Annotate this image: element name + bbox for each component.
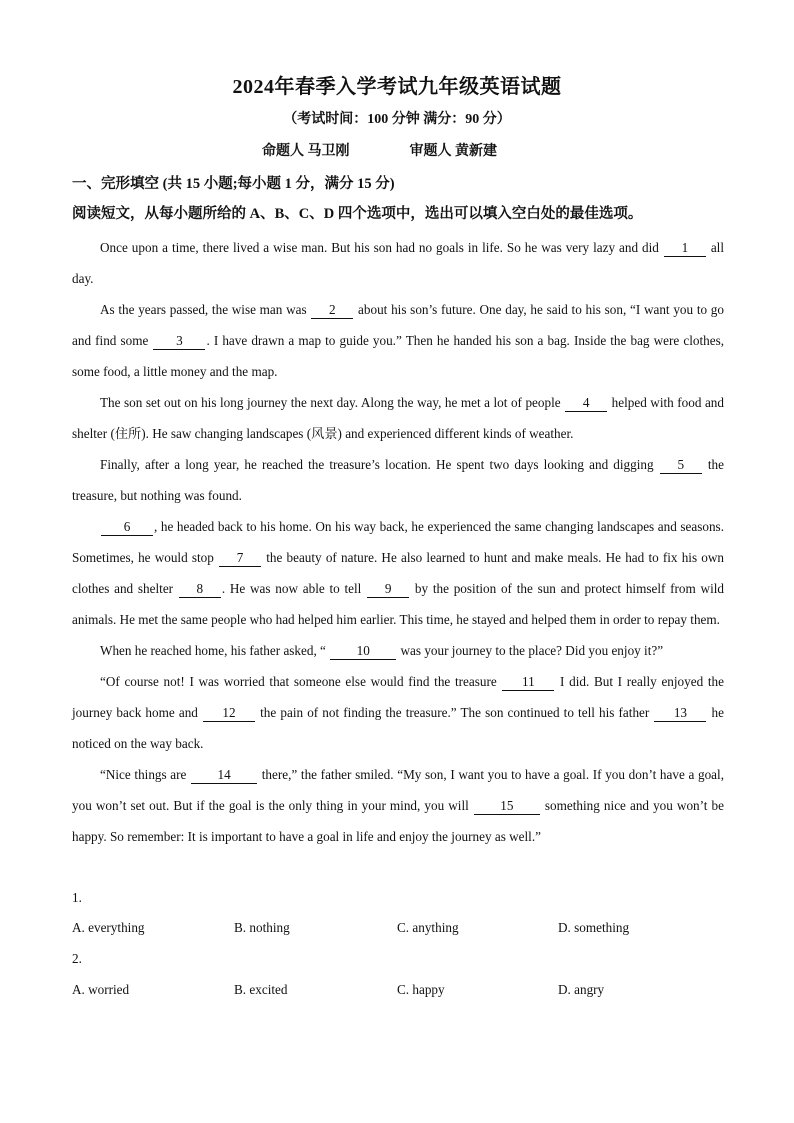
passage bbox=[72, 232, 724, 852]
section-instruction: 阅读短文，从每小题所给的 A、B、C、D 四个选项中，选出可以填入空白处的最佳选项。 bbox=[72, 206, 643, 222]
blank-15: 15 bbox=[474, 798, 540, 815]
paragraph: Finally, after a long year, he reached the treasure’s location. He spent two days looking and digging 5 the treasure, but nothing was found. bbox=[72, 457, 724, 503]
option-b[interactable]: B. nothing bbox=[234, 920, 290, 935]
paragraph: The son set out on his long journey the next day. Along the way, he met a lot of people 4 helped with food and shelter (住所). He saw changing landscapes (风景) and experienced different kinds of weather. bbox=[72, 395, 724, 441]
blank-12: 12 bbox=[203, 705, 255, 722]
blank-7: 7 bbox=[219, 550, 261, 567]
blank-3: 3 bbox=[153, 333, 205, 350]
paragraph: When he reached home, his father asked, “ 10 was your journey to the place? Did you enjoy it?” bbox=[100, 643, 664, 658]
option-c[interactable]: C. happy bbox=[397, 982, 445, 997]
question-number-2: 2. bbox=[72, 951, 82, 966]
option-a[interactable]: A. worried bbox=[72, 982, 130, 997]
paragraph: “Nice things are 14 there,” the father smiled. “My son, I want you to have a goal. If you don’t have a goal, you won’t set out. But if the goal is the only thing in your mind, you will 15 something nice and you won’t be happy. So remember: It is important to have a goal in life and enjoy the journey as well.” bbox=[72, 767, 724, 844]
blank-1: 1 bbox=[664, 240, 706, 257]
blank-4: 4 bbox=[565, 395, 607, 412]
option-d[interactable]: D. something bbox=[558, 920, 630, 935]
option-a[interactable]: A. everything bbox=[72, 920, 145, 935]
option-b[interactable]: B. excited bbox=[234, 982, 288, 997]
blank-10: 10 bbox=[330, 643, 396, 660]
blank-9: 9 bbox=[367, 581, 409, 598]
authors-line bbox=[262, 140, 497, 160]
option-d[interactable]: D. angry bbox=[558, 982, 605, 997]
paragraph: As the years passed, the wise man was 2 about his son’s future. One day, he said to his son, “I want you to go and find some 3 . I have drawn a map to guide you.” Then he handed his son a bag. Inside the bag were clothes, some food, a little money and the map. bbox=[72, 302, 724, 379]
section-heading: 一、完形填空 (共 15 小题;每小题 1 分，满分 15 分) bbox=[72, 176, 395, 192]
blank-8: 8 bbox=[179, 581, 221, 598]
exam-info: （考试时间：100 分钟 满分：90 分） bbox=[283, 112, 511, 127]
reviewer-name: 审题人 黄新建 bbox=[409, 144, 497, 159]
author-name: 命题人 马卫刚 bbox=[262, 144, 350, 159]
blank-2: 2 bbox=[311, 302, 353, 319]
question-number-1: 1. bbox=[72, 890, 82, 905]
option-c[interactable]: C. anything bbox=[397, 920, 459, 935]
paragraph: “Of course not! I was worried that someone else would find the treasure 11 I did. But I really enjoyed the journey back home and 12 the pain of not finding the treasure.” The son continued to tell his father 13 he noticed on the way back. bbox=[72, 674, 724, 751]
paragraph: 6 , he headed back to his home. On his way back, he experienced the same changing landscapes and seasons. Sometimes, he would stop 7 the beauty of nature. He also learned to hunt and make meals. He had to fix his own clothes and shelter 8 . He was now able to tell 9 by the position of the sun and protect himself from wild animals. He met the same people who had helped him earlier. This time, he stayed and helped them in order to repay them. bbox=[72, 519, 724, 627]
blank-14: 14 bbox=[191, 767, 257, 784]
blank-6: 6 bbox=[101, 519, 153, 536]
page-title: 2024年春季入学考试九年级英语试题 bbox=[232, 76, 562, 98]
blank-11: 11 bbox=[502, 674, 554, 691]
paragraph: Once upon a time, there lived a wise man. But his son had no goals in life. So he was very lazy and did 1 all day. bbox=[72, 240, 725, 286]
blank-13: 13 bbox=[654, 705, 706, 722]
blank-5: 5 bbox=[660, 457, 702, 474]
